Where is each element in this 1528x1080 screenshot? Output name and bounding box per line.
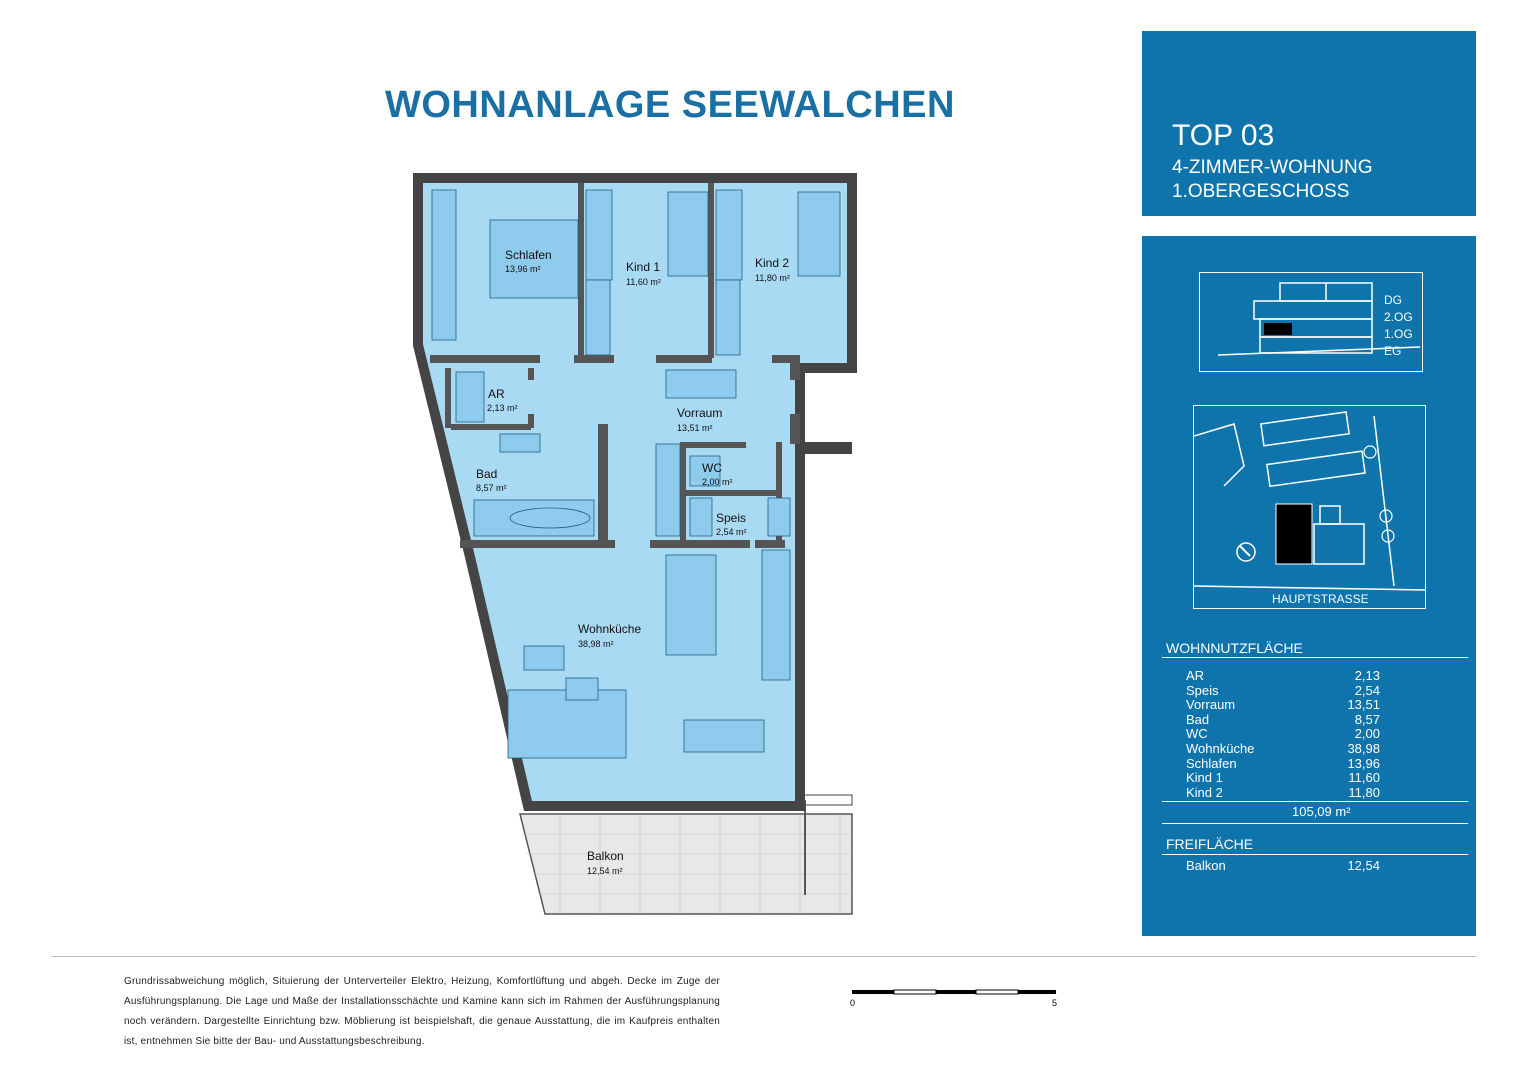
area-row: Kind 1 11,60 [1186, 770, 1380, 785]
disclaimer-text: Grundrissabweichung möglich, Situierung der Unterverteiler Elektro, Heizung, Komfortlüftung und abgeh. Decke im Zuge der Ausführungsplanung. Die Lage und Maße der Installationsschächte und Kamine kann sich im Rahmen der Ausführungsplanung noch verändern. Dargestellte Einrichtung bzw. Möblierung ist beispielshaft, die genaue Ausstattung, die im Kaufpreis enthalten ist, entnehmen Sie bitte der Bau- und Ausstattungsbeschreibung. [124, 976, 720, 1047]
area-row: Vorraum 13,51 [1186, 697, 1380, 712]
room-area: 11,60 m² [626, 277, 661, 287]
room-name: AR [488, 387, 505, 401]
scale-end: 5 [1052, 998, 1058, 1008]
area-row: Bad 8,57 [1186, 712, 1380, 727]
scale-bar [850, 988, 1070, 1014]
living-area-heading: WOHNNUTZFLÄCHE [1166, 640, 1303, 656]
room-area: 2,00 m² [702, 477, 733, 487]
unit-type: 4-ZIMMER-WOHNUNG [1172, 157, 1373, 178]
selected-floor-marker [1264, 323, 1292, 335]
room-area: 2,13 m² [487, 403, 518, 413]
room-name: Vorraum [677, 406, 723, 420]
outdoor-area-heading: FREIFLÄCHE [1166, 836, 1254, 852]
room-area: 11,80 m² [755, 273, 790, 283]
room-name: Bad [476, 467, 498, 481]
scale-start: 0 [850, 998, 856, 1008]
area-row: Kind 2 11,80 [1186, 785, 1380, 800]
room-name: Schlafen [505, 248, 552, 262]
total-area: 105,09 m² [1292, 804, 1351, 819]
unit-info-panel [1142, 31, 1476, 216]
area-row: Wohnküche 38,98 [1186, 741, 1380, 756]
room-name: Balkon [587, 849, 624, 863]
balcony-area [520, 814, 852, 914]
floor-label: EG [1384, 344, 1402, 358]
unit-number: TOP 03 [1172, 119, 1275, 152]
room-area: 38,98 m² [578, 639, 614, 649]
summary-panel [1142, 236, 1476, 936]
room-area: 13,96 m² [505, 264, 541, 274]
room-area: 13,51 m² [677, 423, 713, 433]
room-name: Wohnküche [578, 622, 642, 636]
site-plan [1193, 405, 1426, 609]
room-area: 12,54 m² [587, 866, 623, 876]
page-title: WOHNANLAGE SEEWALCHEN [385, 84, 955, 126]
floor-label: DG [1384, 293, 1402, 307]
footer-divider [52, 956, 1476, 957]
room-name: Speis [716, 511, 747, 525]
area-row: Speis 2,54 [1186, 683, 1380, 698]
unit-floor: 1.OBERGESCHOSS [1172, 181, 1350, 202]
room-area: 8,57 m² [476, 483, 507, 493]
room-name: WC [702, 461, 722, 475]
room-name: Kind 1 [626, 260, 661, 274]
floor-label: 1.OG [1384, 327, 1413, 341]
room-area: 2,54 m² [716, 527, 747, 537]
area-row: Balkon 12,54 [1186, 858, 1380, 873]
floor-label: 2.OG [1384, 310, 1413, 324]
area-row: AR 2,13 [1186, 668, 1380, 683]
room-name: Kind 2 [755, 256, 790, 270]
street-label: HAUPTSTRASSE [1272, 592, 1369, 606]
area-row: WC 2,00 [1186, 726, 1380, 741]
area-row: Schlafen 13,96 [1186, 756, 1380, 771]
site-map-icon [1194, 406, 1425, 608]
